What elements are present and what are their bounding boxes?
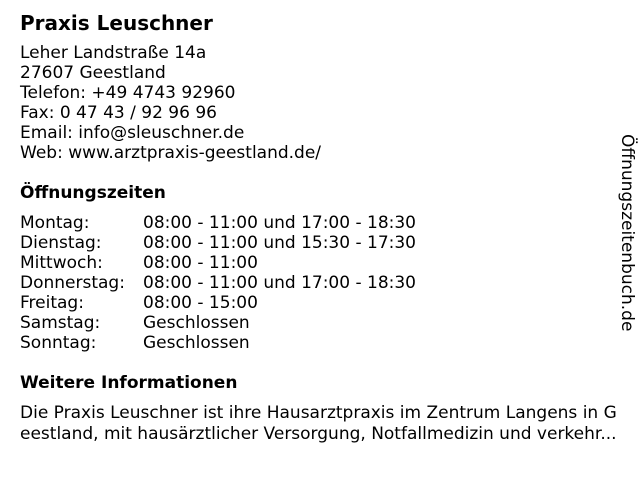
day-label: Montag: bbox=[20, 213, 90, 233]
info-line-1: Die Praxis Leuschner ist ihre Hausarztpraxis im Zentrum Langens in G bbox=[20, 403, 617, 423]
time-value: 08:00 - 15:00 bbox=[143, 293, 258, 313]
hours-row-monday bbox=[20, 213, 520, 233]
website: Web: www.arztpraxis-geestland.de/ bbox=[20, 143, 322, 163]
info-heading: Weitere Informationen bbox=[20, 373, 238, 393]
hours-row-wednesday bbox=[20, 253, 520, 273]
email-address: Email: info@sleuschner.de bbox=[20, 123, 245, 143]
opening-hours-table bbox=[20, 213, 520, 353]
fax-number: Fax: 0 47 43 / 92 96 96 bbox=[20, 103, 217, 123]
street-address: Leher Landstraße 14a bbox=[20, 43, 207, 63]
hours-row-tuesday bbox=[20, 233, 520, 253]
time-value: 08:00 - 11:00 und 17:00 - 18:30 bbox=[143, 273, 416, 293]
day-label: Samstag: bbox=[20, 313, 101, 333]
day-label: Mittwoch: bbox=[20, 253, 103, 273]
day-label: Dienstag: bbox=[20, 233, 102, 253]
info-line-2: eestland, mit hausärztlicher Versorgung, Notfallmedizin und verkehr... bbox=[20, 424, 617, 444]
hours-row-sunday bbox=[20, 333, 520, 353]
time-value: 08:00 - 11:00 bbox=[143, 253, 258, 273]
time-value: 08:00 - 11:00 und 17:00 - 18:30 bbox=[143, 213, 416, 233]
hours-row-friday bbox=[20, 293, 520, 313]
hours-row-saturday bbox=[20, 313, 520, 333]
city-address: 27607 Geestland bbox=[20, 63, 166, 83]
hours-row-thursday bbox=[20, 273, 520, 293]
day-label: Sonntag: bbox=[20, 333, 97, 353]
practice-name: Praxis Leuschner bbox=[20, 11, 213, 35]
time-value: Geschlossen bbox=[143, 313, 250, 333]
day-label: Freitag: bbox=[20, 293, 84, 313]
time-value: 08:00 - 11:00 und 15:30 - 17:30 bbox=[143, 233, 416, 253]
watermark: Öffnungszeitenbuch.de bbox=[617, 134, 637, 332]
hours-heading: Öffnungszeiten bbox=[20, 183, 166, 203]
contact-block bbox=[20, 43, 321, 163]
day-label: Donnerstag: bbox=[20, 273, 125, 293]
phone-number: Telefon: +49 4743 92960 bbox=[20, 83, 236, 103]
time-value: Geschlossen bbox=[143, 333, 250, 353]
info-text bbox=[20, 403, 630, 445]
